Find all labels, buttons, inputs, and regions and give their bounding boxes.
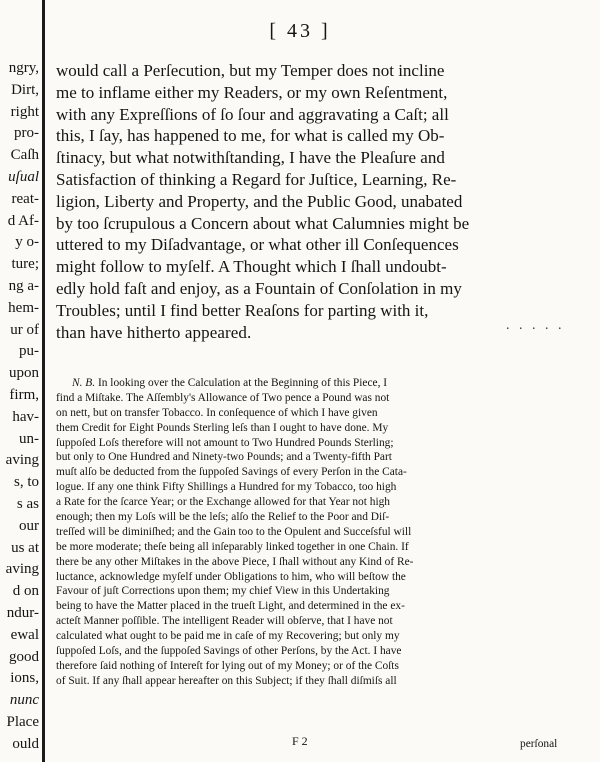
left-page-gutter bbox=[0, 58, 41, 756]
text-line: this, I ſay, has happened to me, for what is called my Ob- bbox=[56, 126, 445, 146]
text-line: me to inflame either my Readers, or my own Reſentment, bbox=[56, 82, 448, 102]
signature-mark: F 2 bbox=[292, 734, 308, 748]
gutter-line: d on bbox=[12, 583, 39, 600]
text-line: Troubles; until I find better Reaſons for parting with it, bbox=[56, 300, 429, 320]
note-line: treſſed will be diminiſhed; and the Gain too to the Opulent and Succeſsful will bbox=[56, 525, 412, 538]
note-line: of Suit. If any ſhall appear hereafter on this Subject; if they ſhall diſmiſs all bbox=[56, 674, 397, 687]
gutter-line: un- bbox=[19, 430, 39, 447]
note-line: being to have the Matter placed in the trueſt Light, and determined in the ex- bbox=[56, 600, 405, 613]
gutter-line: aving bbox=[5, 452, 39, 469]
gutter-line: d Af- bbox=[7, 212, 39, 229]
text-line: edly hold faſt and enjoy, as a Fountain of Conſolation in my bbox=[56, 278, 462, 298]
note-line: logue. If any one think Fifty Shillings a Hundred for my Tobacco, too high bbox=[56, 481, 397, 494]
gutter-line: ng a- bbox=[8, 277, 39, 294]
gutter-line: s, to bbox=[13, 474, 39, 491]
text-line: ſtinacy, but what notwithſtanding, I have the Pleaſure and bbox=[56, 148, 445, 168]
text-line: with any Expreſſions of ſo ſour and aggravating a Caſt; all bbox=[56, 104, 449, 124]
gutter-line: ngry, bbox=[8, 60, 39, 76]
text-line: uttered to my Diſadvantage, or what other ill Conſequences bbox=[56, 235, 459, 255]
gutter-line: good bbox=[9, 648, 39, 665]
gutter-line: y o- bbox=[15, 234, 39, 251]
catchword: perſonal bbox=[520, 738, 558, 750]
gutter-line: ould bbox=[12, 735, 39, 752]
gutter-line: s as bbox=[16, 495, 39, 512]
gutter-line: ndur- bbox=[6, 604, 39, 621]
note-line: therefore ſaid nothing of Intereſt for lying out of my Money; or of the Coſts bbox=[56, 659, 399, 672]
note-line: on nett, but on transfer Tobacco. In conſequence of which I have given bbox=[56, 406, 378, 419]
note-line: ſuppoſed Loſs therefore will not amount to Two Hundred Pounds Sterling; bbox=[56, 436, 394, 449]
note-line: ſuppoſed Loſs, and the ſuppoſed Savings of other Perſons, by the Act. I have bbox=[56, 645, 402, 658]
note-line: find a Miſtake. The Aſſembly's Allowance of Two pence a Pound was not bbox=[56, 391, 390, 404]
gutter-line: ur of bbox=[10, 321, 39, 338]
gutter-line: aving bbox=[5, 561, 39, 578]
main-paragraph bbox=[56, 60, 568, 343]
gutter-line: uſual bbox=[8, 168, 39, 185]
text-line: might follow to myſelf. A Thought which I ſhall undoubt- bbox=[56, 257, 447, 277]
note-line: Favour of juſt Corrections upon them; my chief View in this Undertaking bbox=[56, 585, 390, 598]
gutter-line: Place bbox=[6, 713, 39, 730]
gutter-line: ewal bbox=[10, 626, 39, 643]
gutter-line: hem- bbox=[8, 299, 39, 316]
gutter-line: Dirt, bbox=[11, 81, 39, 98]
gutter-line: pro- bbox=[14, 125, 39, 142]
gutter-line: reat- bbox=[11, 190, 39, 207]
note-line: a Rate for the ſcarce Year; or the Exchange allowed for that Year not high bbox=[56, 496, 391, 509]
note-line: luctance, acknowledge myſelf under Obligations to him, who will beſtow the bbox=[56, 570, 406, 583]
note-line: but only to One Hundred and Ninety-two Pounds; and a Twenty-fifth Part bbox=[56, 451, 392, 464]
gutter-line: nunc bbox=[9, 692, 39, 709]
page-folio: [ 43 ] bbox=[269, 20, 331, 42]
gutter-line: Caſh bbox=[10, 147, 39, 164]
note-line: acteſt Manner poſſible. The intelligent Reader will obſerve, that I have not bbox=[56, 615, 393, 628]
gutter-line: upon bbox=[9, 365, 39, 382]
note-line: N. B. In looking over the Calculation at the Beginning of this Piece, I bbox=[72, 377, 388, 389]
gutter-line: pu- bbox=[19, 343, 39, 360]
gutter-line: us at bbox=[11, 539, 39, 556]
note-line: there be any other Miſtakes in the above Piece, I ſhall without any Kind of Re- bbox=[56, 555, 414, 568]
text-line: would call a Perſecution, but my Temper does not incline bbox=[56, 61, 445, 80]
note-line: them Credit for Eight Pounds Sterling leſs than I ought to have done. My bbox=[56, 421, 389, 434]
gutter-line: ions, bbox=[10, 670, 39, 687]
note-line: enough; then my Loſs will be the leſs; alſo the Relief to the Poor and Diſ- bbox=[56, 511, 390, 524]
gutter-line: hav- bbox=[12, 408, 39, 425]
text-line: by too ſcrupulous a Concern about what Calumnies might be bbox=[56, 213, 470, 233]
text-line: than have hitherto appeared. bbox=[56, 322, 252, 342]
gutter-line: firm, bbox=[9, 386, 39, 403]
note-line: muſt alſo be deducted from the ſuppoſed Savings of every Perſon in the Cata- bbox=[56, 466, 407, 479]
note-line: be more moderate; theſe being all inſeparably linked together in one Chain. If bbox=[56, 540, 409, 553]
nota-bene-note bbox=[56, 376, 576, 689]
note-line: calculated what ought to be paid me in caſe of my Recovering; but only my bbox=[56, 630, 400, 643]
dot-leaders: . . . . . bbox=[506, 318, 565, 333]
gutter-line: right bbox=[10, 103, 39, 120]
text-line: Satisfaction of thinking a Regard for Juſtice, Learning, Re- bbox=[56, 169, 457, 189]
gutter-line: our bbox=[19, 517, 39, 534]
book-spine bbox=[42, 0, 45, 762]
gutter-line: ture; bbox=[11, 256, 39, 273]
text-line: ligion, Liberty and Property, and the Public Good, unabated bbox=[56, 191, 463, 211]
